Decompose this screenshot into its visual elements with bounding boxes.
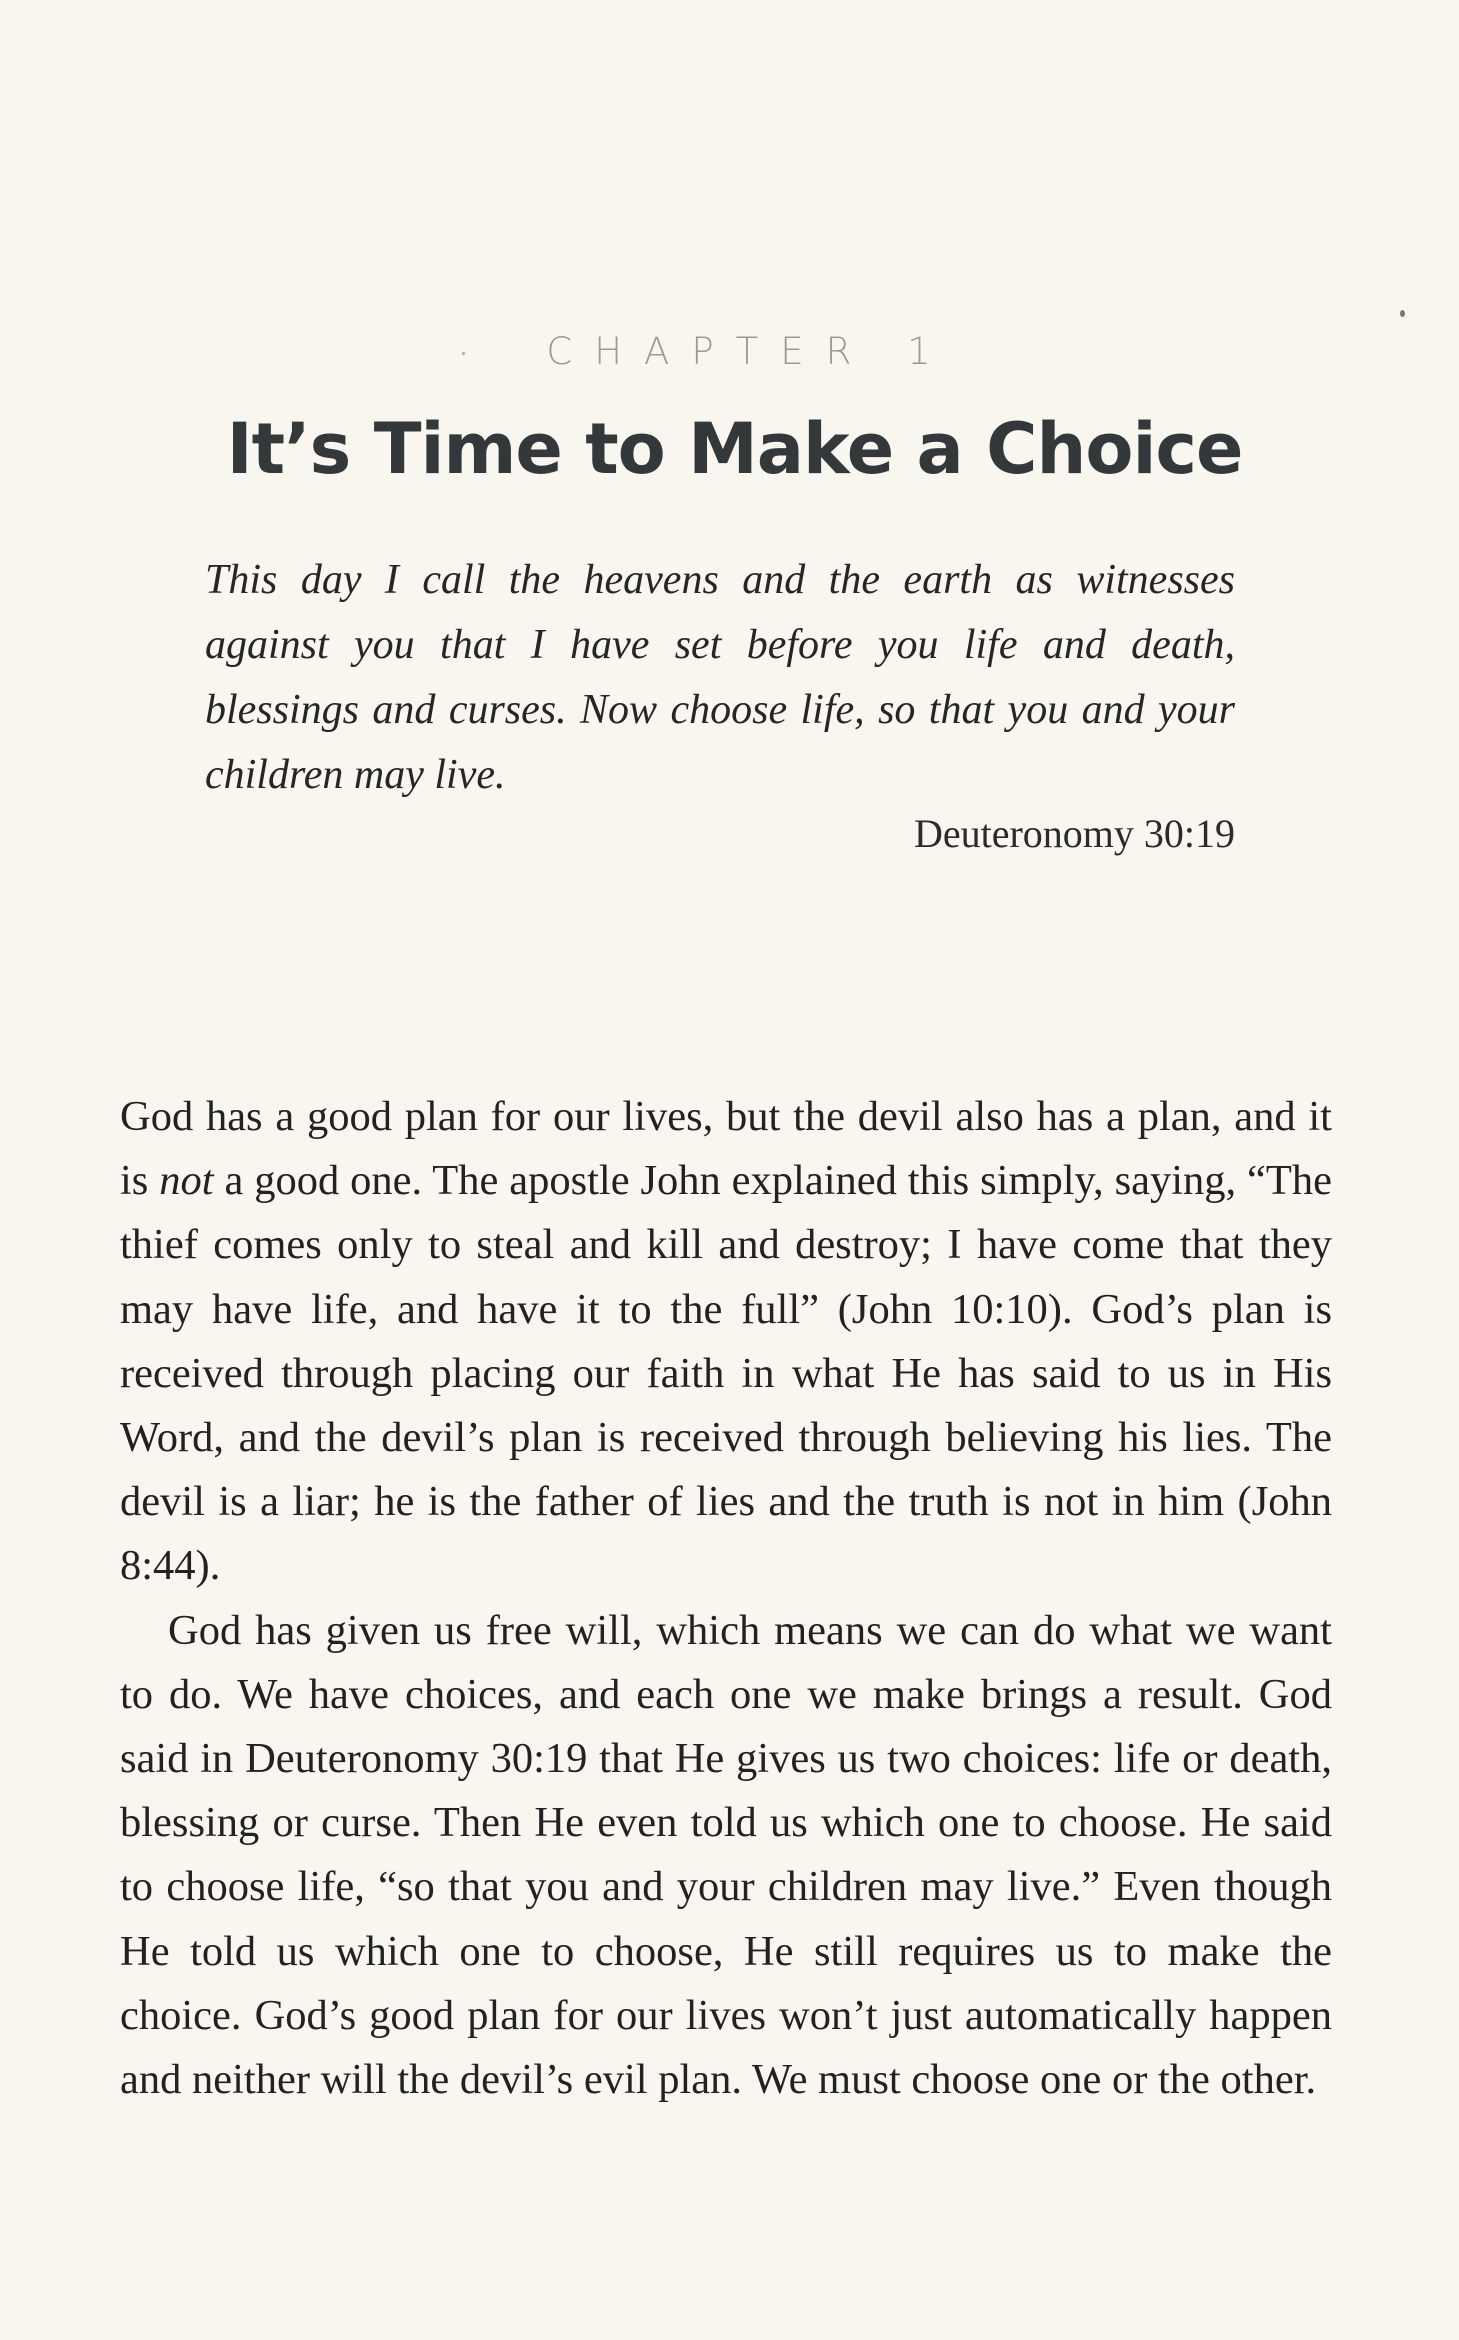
scan-speck <box>1400 310 1405 317</box>
epigraph-citation: Deuteronomy 30:19 <box>913 811 1235 856</box>
chapter-label: CHAPTER 1 <box>546 330 953 373</box>
body-text <box>120 1085 1332 2112</box>
paragraph-1-start: God has a good plan for our lives, but the devil also has a plan, and it is <box>120 1093 1332 1205</box>
paragraph-2: God has given us free will, which means we can do what we want to do. We have choices, and each one we make brings a result. God said in Deuteronomy 30:19 that He gives us two choices: life or death, blessing or curse. Then He even told us which one to choose. He said to choose life, “so that you and your children may live.” Even though He told us which one to choose, He still requires us to make the choice. God’s good plan for our lives won’t just automatically happen and neither will the devil’s evil plan. We must choose one or the other. <box>120 1606 1332 2104</box>
paragraph-1 <box>120 1085 1332 1599</box>
epigraph-quote: This day I call the heavens and the earth as witnesses against you that I have set before you life and death, blessings and curses. Now choose life, so that you and your children may live. <box>205 557 1235 798</box>
chapter-title: It’s Time to Make a Choice <box>226 408 1243 490</box>
scan-speck <box>462 352 465 355</box>
paragraph-1-end: a good one. The apostle John explained this simply, saying, “The thief comes only to steal and kill and destroy; I have come that they may have life, and have it to the full” (John 10:10). God’s plan is received through placing our faith in what He has said to us in His Word, and the devil’s plan is received through believing his lies. The devil is a liar; he is the father of lies and the truth is not in him (John 8:44). <box>120 1157 1332 1590</box>
paragraph-1-emphasis: not <box>159 1157 214 1205</box>
